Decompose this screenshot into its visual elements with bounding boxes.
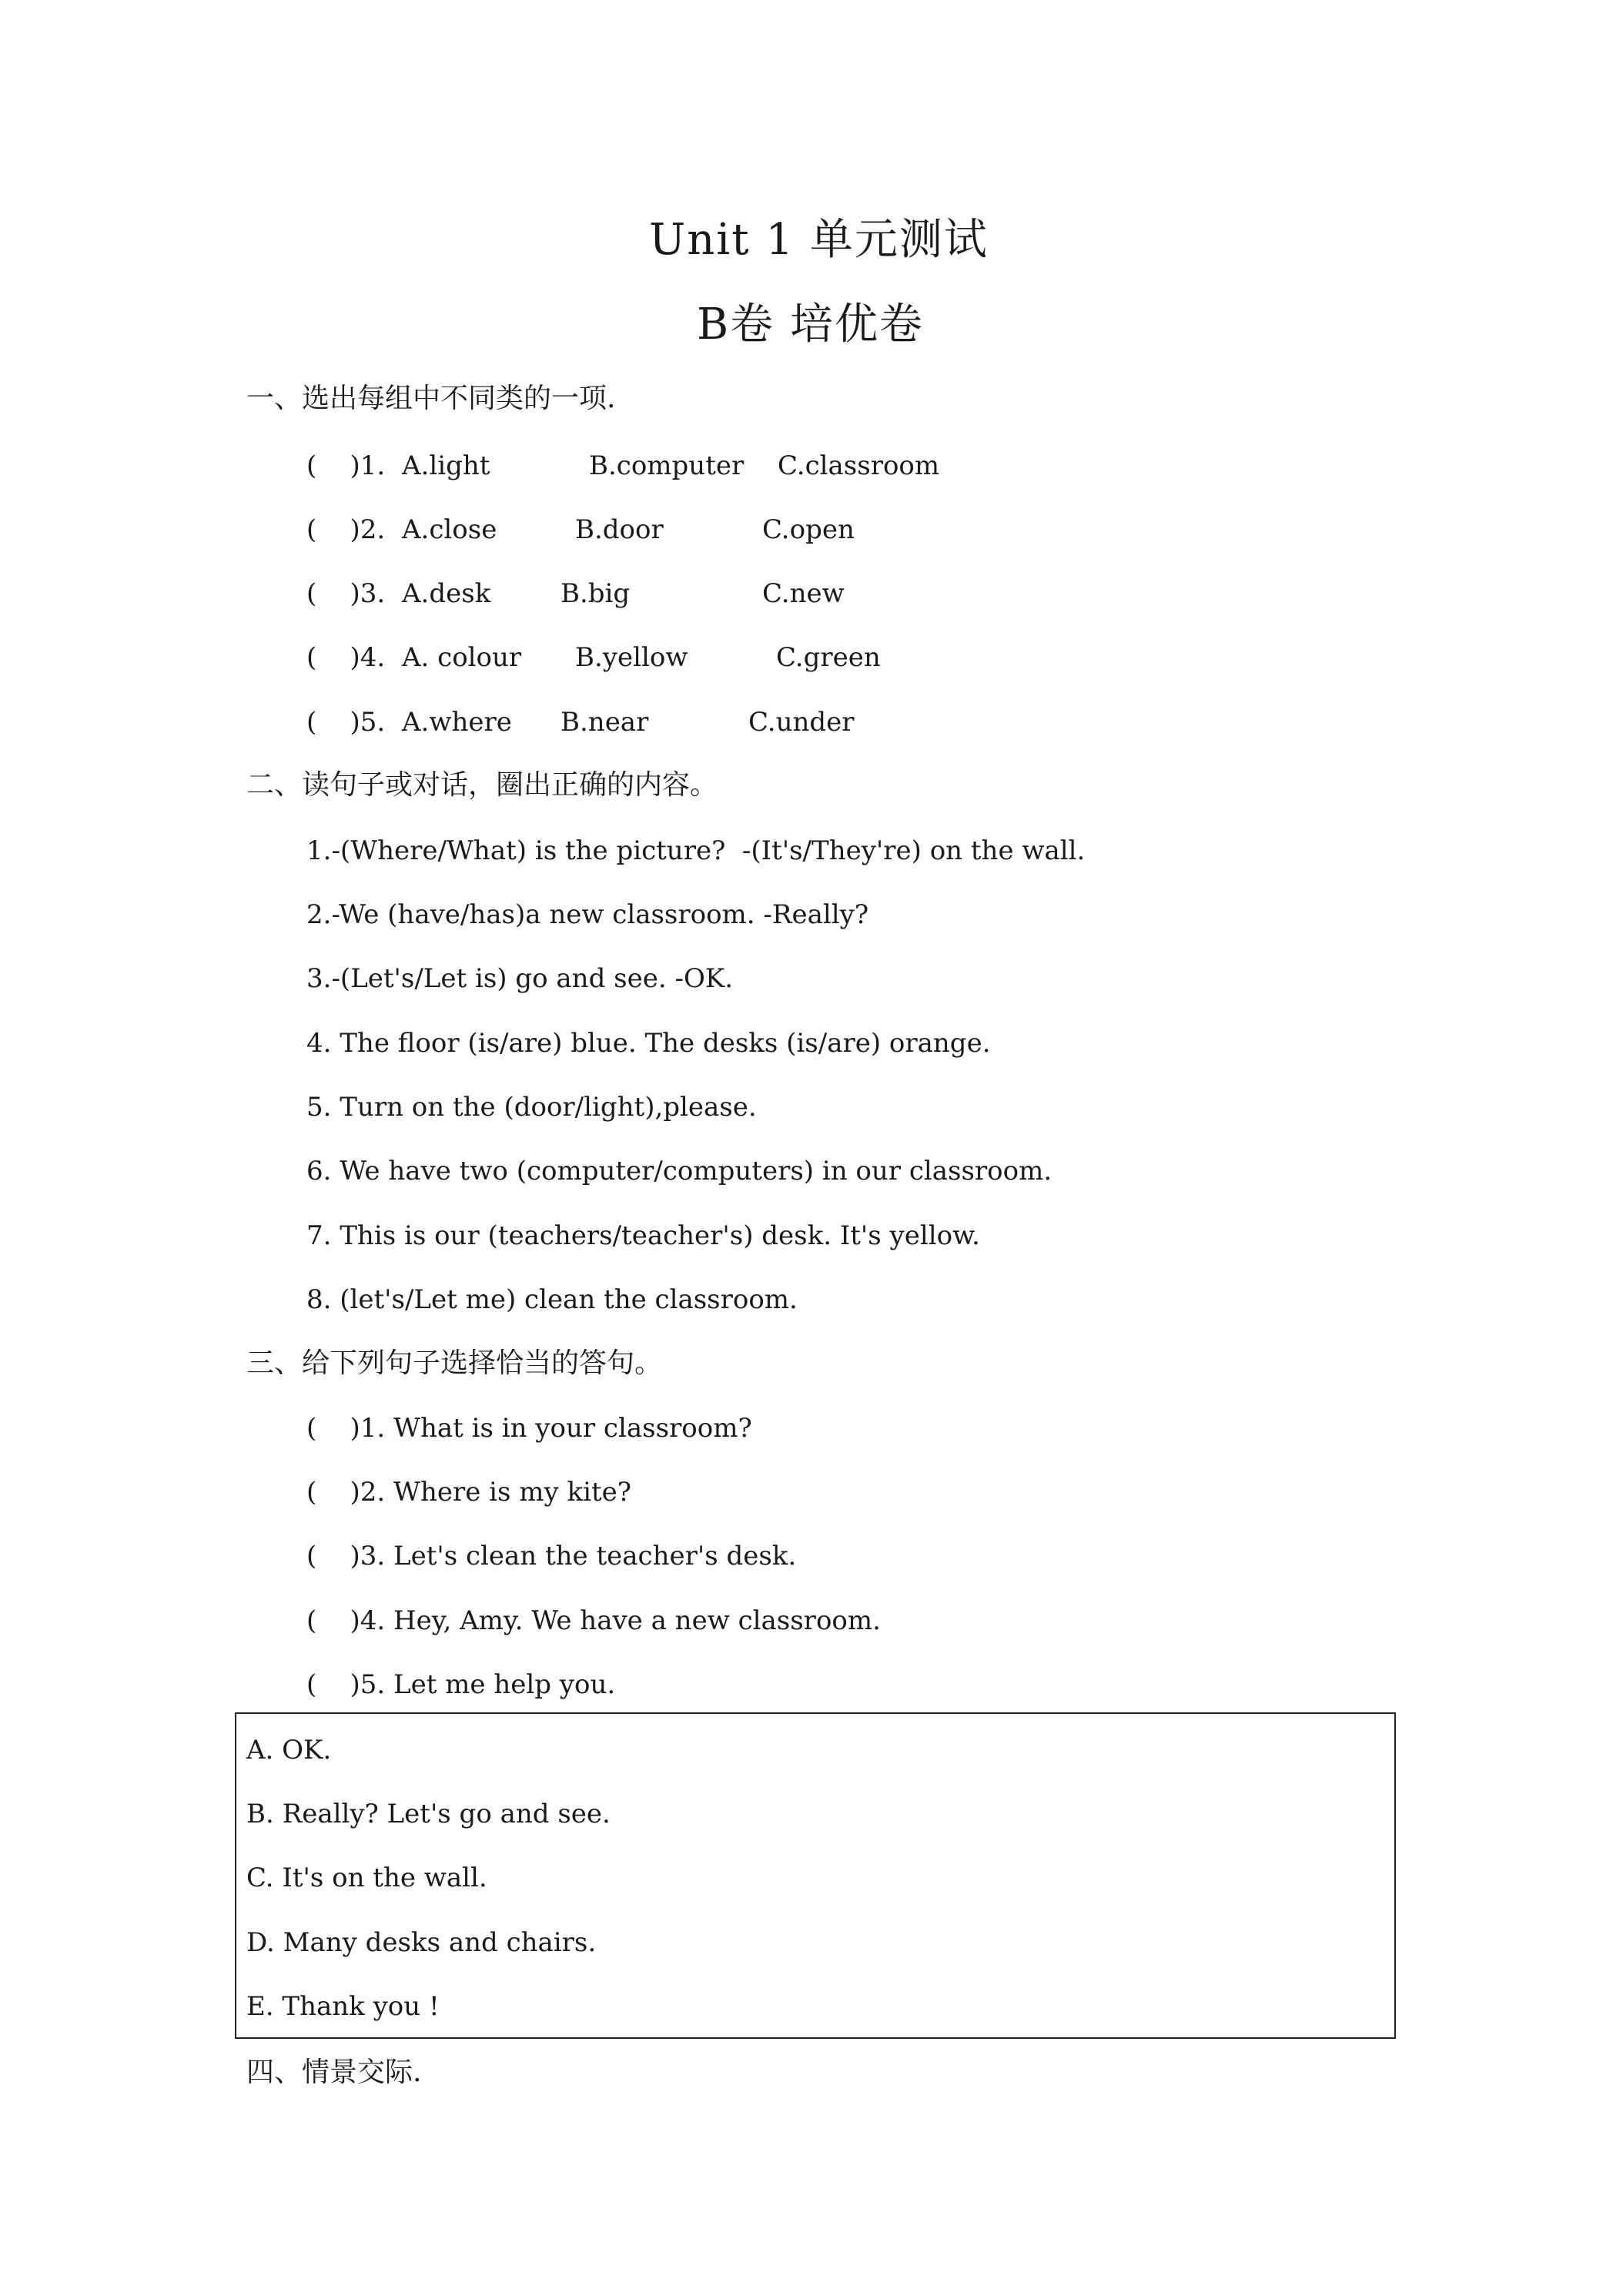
option-c: C.new (762, 578, 845, 609)
answer-option: E. Thank you ! (246, 1991, 440, 2022)
list-item: ( )1. What is in your classroom? (306, 1413, 752, 1444)
answer-option: A. OK. (246, 1735, 332, 1766)
option-b: B.door (575, 514, 664, 545)
list-item: 3.-(Let's/Let is) go and see. -OK. (306, 963, 734, 994)
list-item: 6. We have two (computer/computers) in our classroom. (306, 1156, 1052, 1186)
option-a: A.desk (402, 578, 491, 609)
section-2-heading: 二、读句子或对话，圈出正确的内容。 (246, 769, 718, 801)
answer-option: B. Really? Let's go and see. (246, 1799, 611, 1829)
option-a: A.where (402, 707, 512, 738)
list-item: ( )4. Hey, Amy. We have a new classroom. (306, 1605, 881, 1636)
item-number: ( )5. (306, 707, 386, 738)
item-number: ( )2. (306, 514, 386, 545)
list-item: ( )5. Let me help you. (306, 1669, 616, 1700)
item-number: ( )1. (306, 450, 386, 481)
list-item: 4. The floor (is/are) blue. The desks (is/are) orange. (306, 1028, 991, 1059)
list-item: 2.-We (have/has)a new classroom. -Really? (306, 899, 869, 930)
section-3-heading: 三、给下列句子选择恰当的答句。 (246, 1347, 663, 1379)
answer-option: D. Many desks and chairs. (246, 1927, 597, 1958)
section-4-heading: 四、情景交际. (246, 2057, 422, 2088)
option-c: C.classroom (778, 450, 940, 481)
list-item: ( )2. Where is my kite? (306, 1477, 632, 1508)
list-item: 1.-(Where/What) is the picture? -(It's/They're) on the wall. (306, 835, 1086, 866)
list-item: 8. (let's/Let me) clean the classroom. (306, 1284, 798, 1315)
option-c: C.under (748, 707, 855, 738)
answer-option: C. It's on the wall. (246, 1863, 487, 1893)
option-b: B.yellow (575, 642, 688, 673)
item-number: ( )3. (306, 578, 386, 609)
option-c: C.green (776, 642, 881, 673)
page-subtitle: B卷 培优卷 (697, 300, 924, 350)
option-a: A.light (402, 450, 490, 481)
option-b: B.big (561, 578, 631, 609)
option-a: A.close (402, 514, 497, 545)
option-b: B.computer (589, 450, 745, 481)
list-item: ( )3. Let's clean the teacher's desk. (306, 1541, 797, 1571)
option-b: B.near (561, 707, 649, 738)
option-c: C.open (762, 514, 855, 545)
section-1-heading: 一、选出每组中不同类的一项. (246, 383, 616, 414)
list-item: 5. Turn on the (door/light),please. (306, 1092, 757, 1123)
option-a: A. colour (402, 642, 522, 673)
item-number: ( )4. (306, 642, 386, 673)
page-title: Unit 1 单元测试 (649, 215, 989, 265)
list-item: 7. This is our (teachers/teacher's) desk. It's yellow. (306, 1220, 980, 1251)
